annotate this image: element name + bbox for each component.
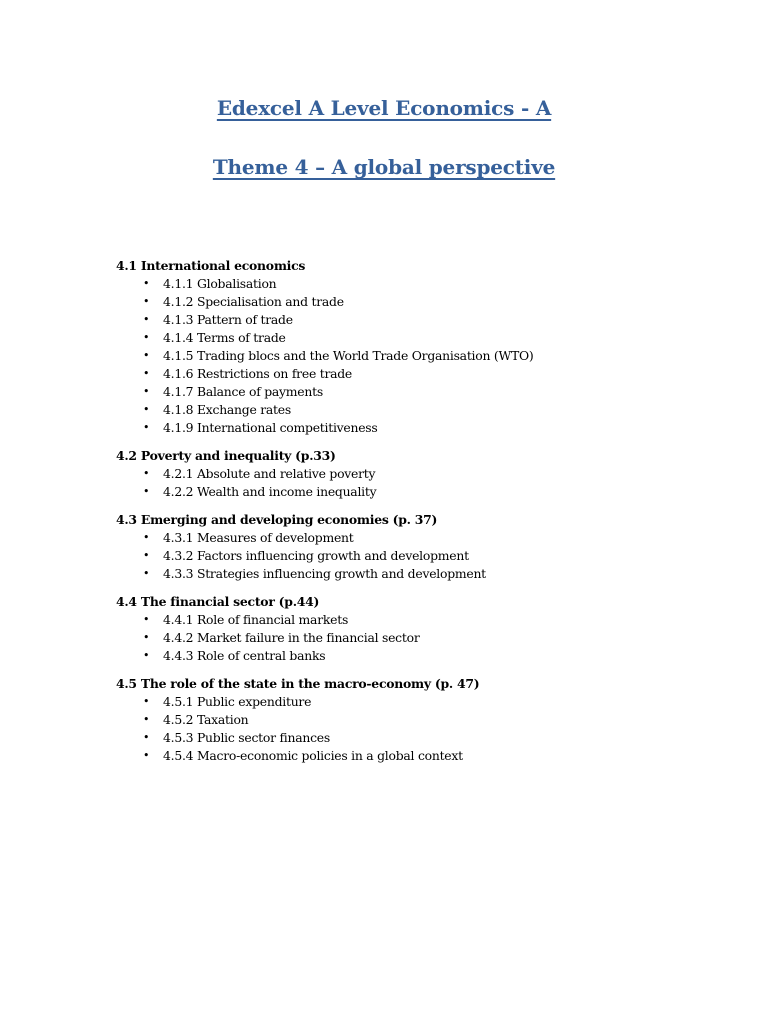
bullet-icon: • [143,649,150,662]
list-item-label: 4.3.2 Factors influencing growth and development [163,548,469,563]
list-item [116,483,756,501]
list-item-label: 4.1.9 International competitiveness [163,420,378,435]
list-item [116,401,756,419]
list-item [116,529,756,547]
bullet-icon: • [143,349,150,362]
section-items [116,465,756,501]
section-heading-5: 4.5 The role of the state in the macro-economy (p. 47) [116,676,480,691]
list-item-label: 4.1.7 Balance of payments [163,384,323,399]
list-item [116,747,756,765]
list-item [116,711,756,729]
bullet-icon: • [143,385,150,398]
bullet-icon: • [143,313,150,326]
list-item [116,611,756,629]
bullet-icon: • [143,567,150,580]
list-item-label: 4.2.1 Absolute and relative poverty [163,466,376,481]
bullet-icon: • [143,549,150,562]
contents-section [116,447,756,501]
list-item-label: 4.1.5 Trading blocs and the World Trade Organisation (WTO) [163,348,534,363]
section-items [116,611,756,665]
list-item-label: 4.5.2 Taxation [163,712,249,727]
list-item-label: 4.5.1 Public expenditure [163,694,312,709]
list-item [116,419,756,437]
section-heading-3: 4.3 Emerging and developing economies (p. 37) [116,512,438,527]
section-heading-2: 4.2 Poverty and inequality (p.33) [116,448,336,463]
list-item [116,547,756,565]
list-item-label: 4.1.2 Specialisation and trade [163,294,344,309]
bullet-icon: • [143,403,150,416]
bullet-icon: • [143,421,150,434]
list-item-label: 4.1.3 Pattern of trade [163,312,293,327]
section-heading-4: 4.4 The financial sector (p.44) [116,594,320,609]
section-items [116,693,756,765]
bullet-icon: • [143,367,150,380]
section-heading-1: 4.1 International economics [116,258,306,273]
bullet-icon: • [143,277,150,290]
list-item-label: 4.4.1 Role of financial markets [163,612,349,627]
contents-list [116,257,756,775]
list-item-label: 4.3.3 Strategies influencing growth and development [163,566,486,581]
list-item-label: 4.1.6 Restrictions on free trade [163,366,353,381]
list-item [116,729,756,747]
bullet-icon: • [143,467,150,480]
list-item-label: 4.5.4 Macro-economic policies in a global context [163,748,463,763]
bullet-icon: • [143,613,150,626]
list-item [116,465,756,483]
list-item-label: 4.2.2 Wealth and income inequality [163,484,377,499]
bullet-icon: • [143,713,150,726]
list-item [116,293,756,311]
list-item-label: 4.4.2 Market failure in the financial sector [163,630,420,645]
bullet-icon: • [143,695,150,708]
list-item [116,365,756,383]
list-item-label: 4.1.4 Terms of trade [163,330,286,345]
document-subtitle: Theme 4 – A global perspective [212,155,556,179]
bullet-icon: • [143,331,150,344]
contents-section [116,511,756,583]
bullet-icon: • [143,295,150,308]
list-item [116,693,756,711]
list-item-label: 4.1.1 Globalisation [163,276,277,291]
list-item [116,383,756,401]
list-item [116,647,756,665]
contents-section [116,593,756,665]
list-item-label: 4.3.1 Measures of development [163,530,354,545]
list-item [116,347,756,365]
document-title: Edexcel A Level Economics - A [216,96,552,120]
contents-section [116,675,756,765]
bullet-icon: • [143,485,150,498]
list-item [116,329,756,347]
section-items [116,529,756,583]
bullet-icon: • [143,749,150,762]
bullet-icon: • [143,631,150,644]
list-item [116,275,756,293]
list-item [116,311,756,329]
section-items [116,275,756,437]
list-item-label: 4.1.8 Exchange rates [163,402,291,417]
bullet-icon: • [143,731,150,744]
list-item [116,565,756,583]
bullet-icon: • [143,531,150,544]
contents-section [116,257,756,437]
list-item [116,629,756,647]
list-item-label: 4.5.3 Public sector finances [163,730,330,745]
list-item-label: 4.4.3 Role of central banks [163,648,326,663]
